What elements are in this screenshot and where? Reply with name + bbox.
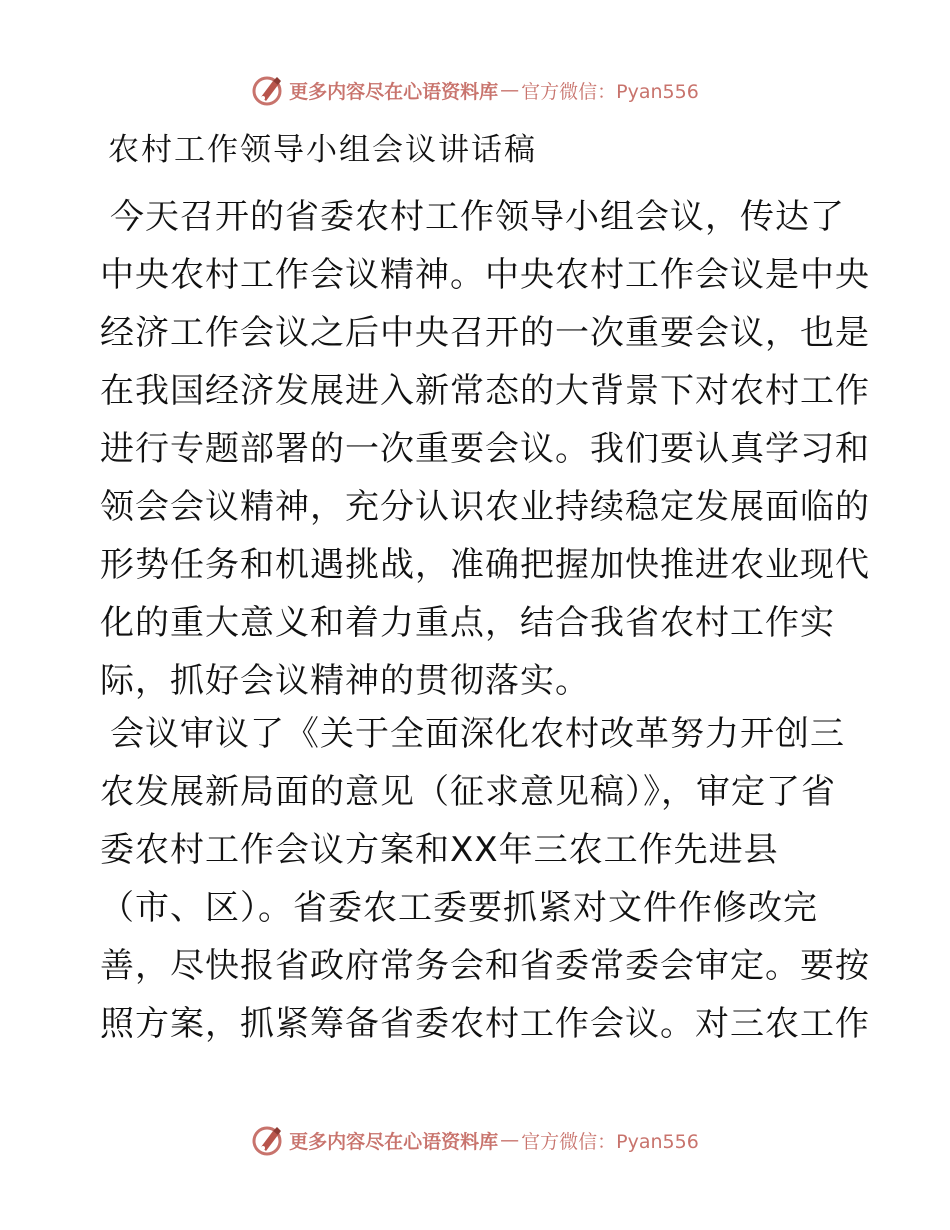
banner-contact: 官方微信：Pyan556: [521, 80, 699, 103]
document-title: 农村工作领导小组会议讲话稿: [108, 132, 537, 168]
pen-logo-icon: [251, 73, 285, 107]
paragraph-line: 中央农村工作会议精神。中央农村工作会议是中央: [100, 255, 870, 295]
footer-banner: [0, 1120, 950, 1160]
banner-dash: —: [500, 79, 520, 101]
paragraph-line: 经济工作会议之后中央召开的一次重要会议，也是: [100, 313, 870, 353]
paragraph-line: 进行专题部署的一次重要会议。我们要认真学习和: [100, 429, 870, 469]
banner-slogan: 更多内容尽在心语资料库: [289, 1130, 499, 1153]
paragraph-1: [100, 188, 870, 710]
paragraph-line: 际，抓好会议精神的贯彻落实。: [100, 661, 590, 701]
paragraph-line: 农发展新局面的意见（征求意见稿）》，审定了省: [100, 772, 836, 812]
banner-dash: —: [500, 1129, 520, 1151]
paragraph-line: 今天召开的省委农村工作领导小组会议，传达了: [110, 197, 845, 237]
paragraph-2: [100, 705, 870, 1053]
pen-logo-icon: [251, 1123, 285, 1157]
paragraph-line: 形势任务和机遇挑战，准确把握加快推进农业现代: [100, 545, 870, 585]
paragraph-line: 会议审议了《关于全面深化农村改革努力开创三: [110, 714, 845, 754]
paragraph-line: （市、区）。省委农工委要抓紧对文件作修改完: [100, 888, 818, 928]
paragraph-line: 化的重大意义和着力重点，结合我省农村工作实: [100, 603, 835, 643]
banner-slogan: 更多内容尽在心语资料库: [289, 80, 499, 103]
paragraph-line: 在我国经济发展进入新常态的大背景下对农村工作: [100, 371, 870, 411]
paragraph-line: 善，尽快报省政府常务会和省委常委会审定。要按: [100, 946, 870, 986]
paragraph-line: 领会会议精神，充分认识农业持续稳定发展面临的: [100, 487, 870, 527]
paragraph-line: 照方案，抓紧筹备省委农村工作会议。对三农工作: [100, 1004, 870, 1044]
header-banner: [0, 70, 950, 110]
paragraph-line: 委农村工作会议方案和XX年三农工作先进县: [100, 830, 779, 870]
banner-contact: 官方微信：Pyan556: [521, 1130, 699, 1153]
